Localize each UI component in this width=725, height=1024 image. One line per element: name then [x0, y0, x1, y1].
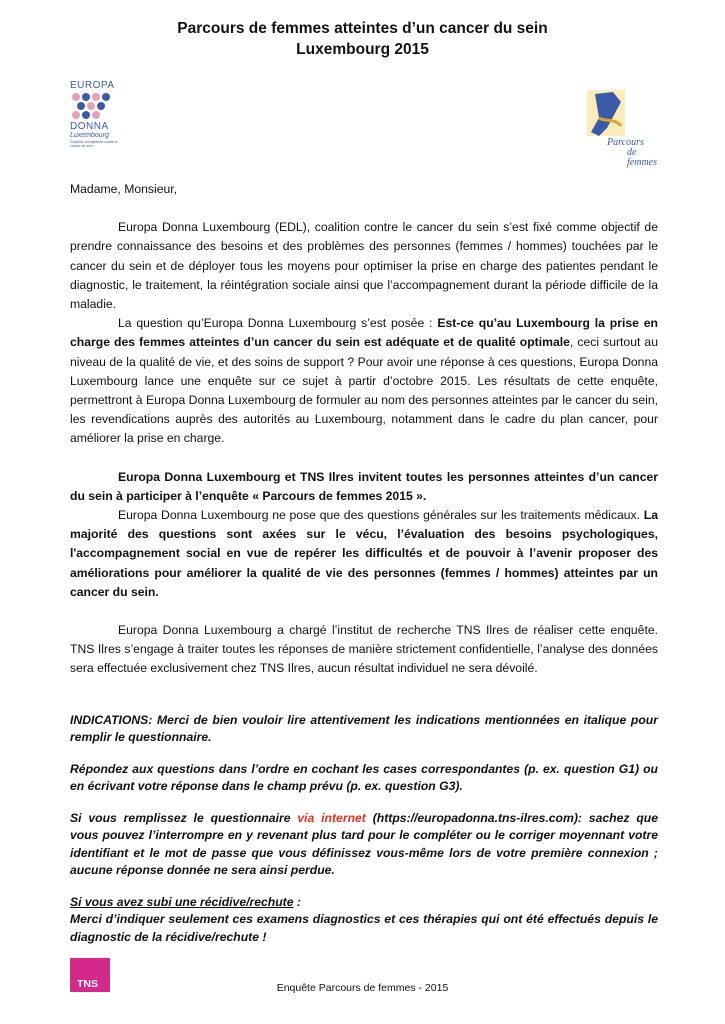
page-footer: Enquête Parcours de femmes - 2015 [276, 982, 449, 994]
internet-rest: (https://europadonna.tns-ilres.com): sachez que vous pouvez l’interrompre en y revenant plus tard pour le compléter ou le corriger moyennant votre identifiant et le mot de passe que vous définissez vous-même lors de votre première connexion ; aucune réponse donnée ne sera ainsi perdue. [70, 810, 658, 878]
scope-bold: La majorité des questions sont axées sur le vécu, l’évaluation des besoins psychologiques, l'accompagnement social en vue de repérer les difficultés et de pouvoir à l’avenir proposer des améliorations pour améliorer la qualité de vie des personnes (femmes / hommes) atteintes par un cancer du sein. [70, 508, 658, 599]
parcours-de-femmes-logo [585, 88, 665, 168]
tns-logo-text: TNS [77, 978, 98, 990]
internet-instructions [70, 810, 658, 880]
ordering-instructions: Répondez aux questions dans l’ordre en cochant les cases correspondantes (p. ex. question G1) ou en écrivant votre réponse dans le champ prévu (p. ex. question G3). [70, 761, 658, 794]
relapse-instructions: Merci d’indiquer seulement ces examens diagnostics et ces thérapies qui ont été effectués depuis le diagnostic de la récidive/rechute ! [70, 912, 658, 944]
logo-word-europa: EUROPA [70, 80, 115, 91]
intro-paragraph: Europa Donna Luxembourg (EDL), coalition contre le cancer du sein s’est fixé comme objectif de prendre connaissance des besoins et des problèmes des personnes (femmes / hommes) touchées par le cancer du sein et de déployer tous les moyens pour optimiser la prise en charge des patientes pendant le diagnostic, le traitement, la réintégration sociale ainsi que l’accompagnement durant la période difficile de la maladie. [70, 220, 658, 312]
via-internet-link[interactable]: via internet [297, 810, 366, 825]
invitation-paragraph: Europa Donna Luxembourg et TNS Ilres invitent toutes les personnes atteintes d’un cancer du sein à participer à l’enquête « Parcours de femmes 2015 ». [70, 469, 658, 503]
document-title [0, 18, 725, 60]
relapse-heading-underlined: Si vous avez subi une récidive/rechute [70, 894, 294, 909]
question-rest: , ceci surtout au niveau de la qualité de vie, et des soins de support ? Pour avoir une réponse à ces questions, Europa Donna Luxembourg lance une enquête sur ce sujet à partir d’octobre 2015. Les résultats de cette enquête, permettront à Europa Donna Luxembourg de formuler au nom des personnes atteintes par le cancer du sein, les revendications auprès des autorités au Luxembourg, notamment dans le cadre du plan cancer, pour améliorer la prise en charge. [70, 335, 658, 446]
question-intro: La question qu’Europa Donna Luxembourg s’est posée : [118, 316, 438, 331]
question-paragraph [70, 314, 658, 448]
europa-donna-logo [70, 80, 122, 162]
letter-body [70, 180, 658, 946]
scope-paragraph [70, 506, 658, 602]
question-bold: Est-ce qu’au Luxembourg la prise en charge des femmes atteintes d’un cancer du sein est adéquate et de qualité optimale [70, 316, 658, 350]
title-line-1: Parcours de femmes atteintes d’un cancer du sein [177, 20, 548, 37]
internet-intro: Si vous remplissez le questionnaire [70, 810, 298, 825]
logo-word-donna: DONNA [70, 121, 109, 132]
relapse-heading [70, 894, 658, 912]
logo-word-luxembourg: Luxembourg [70, 132, 109, 139]
logo-word-de-femmes: de femmes [627, 147, 657, 168]
indications-paragraph: INDICATIONS: Merci de bien vouloir lire attentivement les indications mentionnées en italique pour remplir le questionnaire. [70, 712, 658, 745]
scope-intro: Europa Donna Luxembourg ne pose que des questions générales sur les traitements médicaux. [118, 508, 644, 523]
logo-tagline: Coalition européenne contre le cancer du sein [70, 140, 118, 148]
logo-word-parcours: Parcours [607, 137, 644, 148]
confidentiality-paragraph: Europa Donna Luxembourg a chargé l’institut de recherche TNS Ilres de réaliser cette enquête. TNS Ilres s’engage à traiter toutes les réponses de manière strictement confidentielle, l’analyse des données sera effectuée exclusivement chez TNS Ilres, aucun résultat individuel ne sera dévoilé. [70, 623, 658, 676]
relapse-heading-colon: : [293, 894, 301, 909]
greeting: Madame, Monsieur, [70, 182, 178, 196]
title-line-2: Luxembourg 2015 [296, 41, 429, 58]
logo-dot-grid-icon [72, 93, 112, 119]
